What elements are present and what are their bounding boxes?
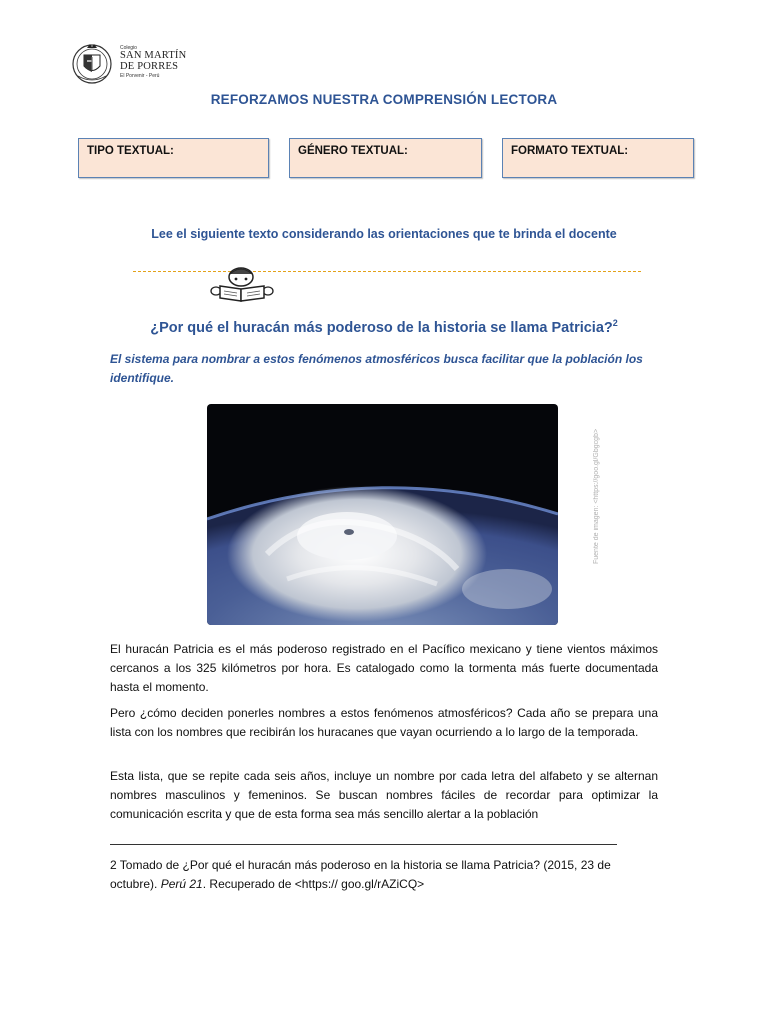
reading-title-text: ¿Por qué el huracán más poderoso de la historia se llama Patricia? xyxy=(150,319,613,336)
school-city: El Porvenir - Perú xyxy=(120,73,160,79)
school-crest-icon xyxy=(70,42,116,84)
formato-textual-box[interactable] xyxy=(502,138,694,178)
footnote-separator xyxy=(110,844,617,845)
reading-subtitle: El sistema para nombrar a estos fenómenos atmosféricos busca facilitar que la población los identifique. xyxy=(110,352,643,385)
paragraph-3: Esta lista, que se repite cada seis años, incluye un nombre por cada letra del alfabeto y se alternan nombres masculinos y femeninos. Se buscan nombres fáciles de recordar para optimizar la comunicación escrita y que de esta forma sea más sencillo alertar a la población xyxy=(110,769,658,821)
genero-textual-box[interactable] xyxy=(289,138,482,178)
reading-title xyxy=(0,318,768,336)
page-title: REFORZAMOS NUESTRA COMPRENSIÓN LECTORA xyxy=(210,92,558,107)
school-logo xyxy=(70,42,260,84)
footnote-text-after: . Recuperado de <https:// goo.gl/rAZiCQ> xyxy=(202,877,425,891)
footnote xyxy=(110,856,658,894)
image-credit: Fuente de imagen: <https://goo.gl/Gbgcgb> xyxy=(593,428,600,564)
genero-textual-label: GÉNERO TEXTUAL: xyxy=(298,145,408,157)
footnote-mark: 2 xyxy=(612,318,618,328)
hurricane-photo xyxy=(207,404,558,625)
school-name-line2: DE PORRES xyxy=(120,60,179,72)
tipo-textual-label: TIPO TEXTUAL: xyxy=(87,145,174,157)
footnote-text-before: 2 Tomado de ¿Por qué el huracán más poderoso en la historia se llama Patricia? (2015, 23 de octubre). xyxy=(110,858,611,891)
school-prefix: Colegio xyxy=(120,45,137,51)
school-name-line1: SAN MARTÍN xyxy=(120,50,187,61)
formato-textual-label: FORMATO TEXTUAL: xyxy=(511,145,629,157)
footnote-source: Perú 21 xyxy=(160,877,203,891)
instruction-text: Lee el siguiente texto considerando las orientaciones que te brinda el docente xyxy=(151,227,617,241)
reading-child-icon xyxy=(207,267,277,303)
paragraph-2: Pero ¿cómo deciden ponerles nombres a estos fenómenos atmosféricos? Cada año se prepara una lista con los nombres que recibirán los huracanes que vayan ocurriendo a lo largo de la temporada. xyxy=(110,706,658,739)
tipo-textual-box[interactable] xyxy=(78,138,269,178)
paragraph-1: El huracán Patricia es el más poderoso registrado en el Pacífico mexicano y tiene vientos máximos cercanos a los 325 kilómetros por hora. Es catalogado como la tormenta más fuerte documentada hasta el momento. xyxy=(110,642,658,694)
